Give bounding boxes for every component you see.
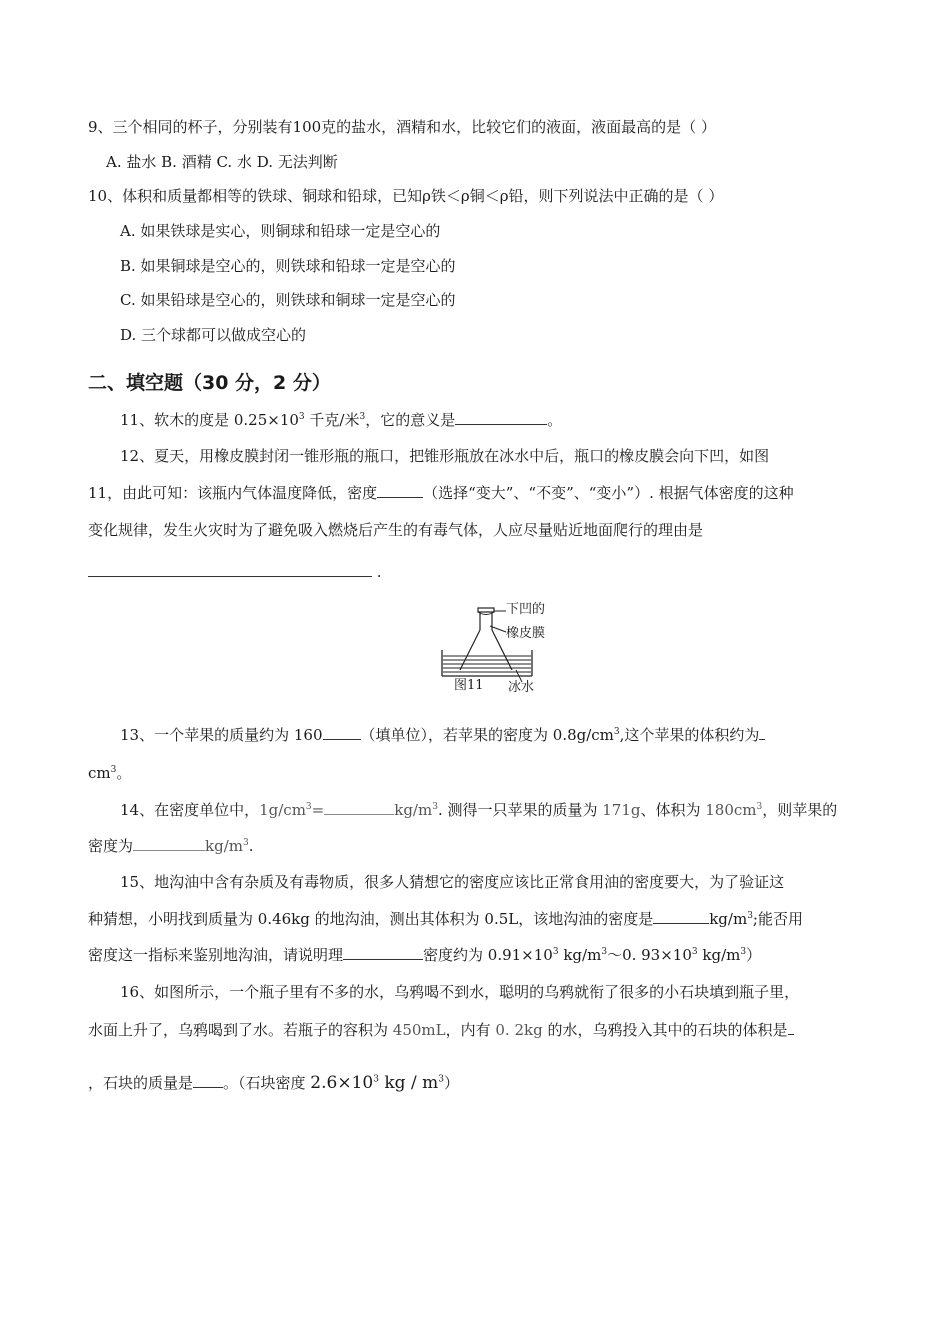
q16-mass-blank — [193, 1073, 223, 1088]
q10-stem: 10、体积和质量都相等的铁球、铜球和铅球，已知ρ铁＜ρ铜＜ρ铅，则下列说法中正确的是（ ） — [88, 187, 724, 205]
q14-density-blank — [133, 836, 205, 851]
q9-options: A. 盐水 B. 酒精 C. 水 D. 无法判断 — [106, 153, 338, 171]
q16-line1: 16、如图所示，一个瓶子里有不多的水，乌鸦喝不到水，聪明的乌鸦就衔了很多的小石块填到瓶子里， — [120, 983, 800, 1001]
q14-conversion-blank — [324, 800, 394, 815]
q10-option-a: A. 如果铁球是实心，则铜球和铅球一定是空心的 — [120, 222, 441, 240]
q11-answer-blank — [455, 410, 547, 425]
q10-option-d: D. 三个球都可以做成空心的 — [120, 326, 307, 344]
q15-reason-blank — [343, 945, 423, 960]
q16-line3: ，石块的质量是 。（石块密度 $2.6\times 10^3$ kg / $m^3$） — [88, 1073, 459, 1093]
q12-line1: 12、夏天，用橡皮膜封闭一锥形瓶的瓶口，把锥形瓶放在冰水中后，瓶口的橡皮膜会向下凹，如图 — [120, 447, 770, 465]
q12-density-blank — [377, 483, 423, 498]
figure-label-membrane: 橡皮膜 — [506, 626, 546, 641]
q15-line3: 密度这一指标来鉴别地沟油，请说明理 密度约为 $0.91\times 10^3$ $kg/m^3\sim 0$. $93\times 10^3$ $kg/m^3$） — [88, 946, 762, 964]
q16-volume-blank — [788, 1020, 794, 1035]
q9-stem: 9、三个相同的杯子，分别装有100克的盐水，酒精和水，比较它们的液面，液面最高的是（ ） — [88, 118, 716, 136]
q13-unit-blank — [323, 725, 361, 740]
q12-line3: 变化规律，发生火灾时为了避免吸入燃烧后产生的有毒气体，人应尽量贴近地面爬行的理由是 — [88, 521, 704, 539]
q10-option-b: B. 如果铜球是空心的，则铁球和铅球一定是空心的 — [120, 257, 456, 275]
q13-line2: $cm^3$。 — [88, 764, 132, 782]
q12-reason-blank — [88, 562, 372, 577]
q15-density-blank — [653, 909, 709, 924]
figure-label-ice-water: 冰水 — [508, 680, 535, 695]
stone-density-formula: $2.6\times 10^3$ kg / $m^3$ — [310, 1073, 444, 1093]
q14-line1: 14、在密度单位中，$1g/cm^3= kg/m^3$. 测得一只苹果的质量为 171g、体积为 $180cm^3$，则苹果的 — [120, 801, 838, 819]
figure-caption: 图11 — [454, 678, 484, 693]
q11: 11、软木的度是 $0.25\times 10^3$ 千克/米$^3$，它的意义是 。 — [120, 411, 563, 429]
q10-option-c: C. 如果铅球是空心的，则铁球和铜球一定是空心的 — [120, 291, 456, 309]
figure-label-concave: 下凹的 — [506, 602, 546, 617]
q12-line4: . — [88, 562, 382, 582]
figure-11 — [440, 602, 560, 698]
q13-line1: 13、一个苹果的质量约为 160 （填单位），若苹果的密度为 $0.8g/cm^3$,这个苹果的体积约为 — [120, 725, 765, 745]
q14-line2: 密度为 $kg/m^3$. — [88, 837, 254, 855]
q13-volume-blank — [759, 725, 765, 740]
q15-line1: 15、地沟油中含有杂质及有毒物质，很多人猜想它的密度应该比正常食用油的密度要大，为了验证这 — [120, 873, 785, 891]
q16-line2: 水面上升了，乌鸦喝到了水。若瓶子的容积为 450mL，内有 0. 2kg 的水，乌鸦投入其中的石块的体积是 — [88, 1020, 794, 1040]
q12-line2: 11，由此可知：该瓶内气体温度降低，密度 （选择“变大”、“不变”、“变小”）. 根据气体密度的这种 — [88, 484, 794, 502]
section-title: 二、填空题（30 分，2 分） — [88, 372, 331, 394]
q15-line2: 种猜想，小明找到质量为 0.46kg 的地沟油，测出其体积为 0.5L，该地沟油的密度是 $kg/m^3$;能否用 — [88, 910, 803, 928]
